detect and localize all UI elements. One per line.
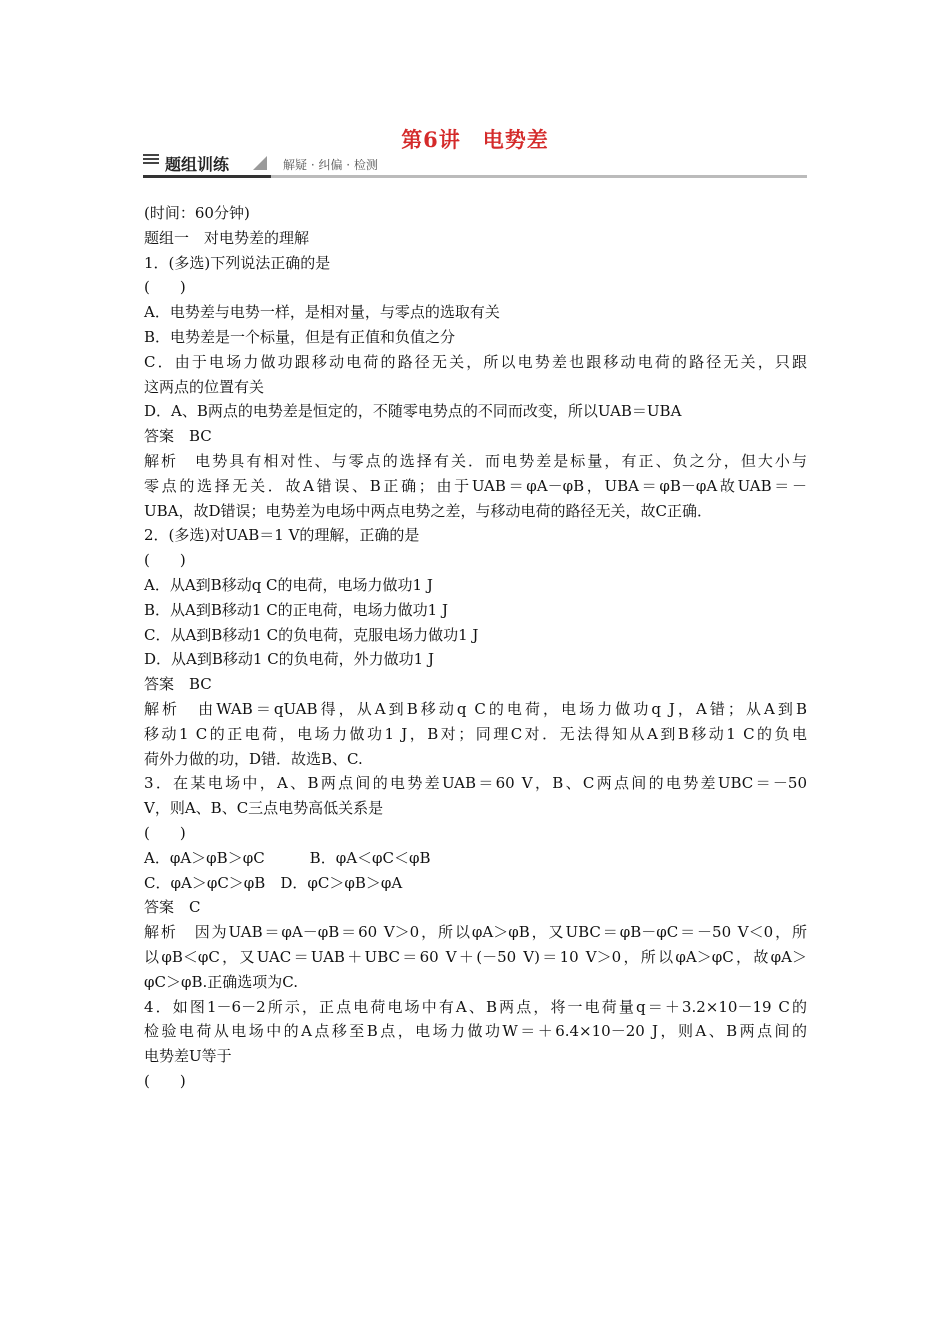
text-line: C．φA＞φC＞φB D．φC＞φB＞φA bbox=[144, 873, 403, 892]
text-line: 零点的选择无关．故A错误、B正确；由于UAB＝φA－φB，UBA＝φB－φA故UAB＝－ bbox=[144, 476, 807, 495]
banner-rule-light bbox=[271, 175, 807, 178]
text-line: 4．如图1－6－2所示，正点电荷电场中有A、B两点，将一电荷量q＝＋3.2×10－19 C的 bbox=[144, 997, 807, 1016]
text-line: ( ) bbox=[144, 278, 186, 297]
text-line: UBA，故D错误；电势差为电场中两点电势之差，与移动电荷的路径无关，故C正确． bbox=[144, 501, 713, 520]
text-line: 以φB＜φC，又UAC＝UAB＋UBC＝60 V＋(－50 V)＝10 V＞0，所以φA＞φC，故φA＞ bbox=[144, 947, 807, 966]
text-line: C．从A到B移动1 C的负电荷，克服电场力做功1 J bbox=[144, 625, 479, 644]
text-line: V，则A、B、C三点电势高低关系是 bbox=[144, 799, 384, 818]
banner-subtitle: 解疑 · 纠偏 · 检测 bbox=[283, 158, 378, 172]
text-line: ( ) bbox=[144, 551, 186, 570]
text-line: B．从A到B移动1 C的正电荷，电场力做功1 J bbox=[144, 600, 448, 619]
text-line: A．φA＞φB＞φC B．φA＜φC＜φB bbox=[144, 848, 431, 867]
text-line: A．从A到B移动q C的电荷，电场力做功1 J bbox=[144, 575, 433, 594]
banner-label: 题组训练 bbox=[165, 155, 230, 174]
text-line: C．由于电场力做功跟移动电荷的路径无关，所以电势差也跟移动电荷的路径无关，只跟 bbox=[144, 352, 807, 371]
text-line: 荷外力做的功，D错．故选B、C. bbox=[144, 749, 363, 768]
text-line: 答案 BC bbox=[144, 427, 212, 446]
text-line: 解析 因为UAB＝φA－φB＝60 V＞0，所以φA＞φB，又UBC＝φB－φC＝－50 V＜0，所 bbox=[144, 923, 807, 942]
text-line: 电势差U等于 bbox=[144, 1047, 232, 1066]
text-line: 1．(多选)下列说法正确的是 bbox=[144, 253, 331, 272]
text-line: 移动1 C的正电荷，电场力做功1 J，B对；同理C对．无法得知从A到B移动1 C的负电 bbox=[144, 724, 807, 743]
document-body bbox=[144, 201, 807, 1094]
text-line: 解析 电势具有相对性、与零点的选择有关．而电势差是标量，有正、负之分，但大小与 bbox=[144, 451, 807, 470]
text-line: 检验电荷从电场中的A点移至B点，电场力做功W＝＋6.4×10－20 J，则A、B两点间的 bbox=[144, 1022, 807, 1041]
text-line: 3．在某电场中，A、B两点间的电势差UAB＝60 V，B、C两点间的电势差UBC＝－50 bbox=[144, 774, 807, 793]
triangle-icon bbox=[253, 156, 267, 170]
text-line: 答案 BC bbox=[144, 675, 212, 694]
text-line: (时间：60分钟) bbox=[144, 204, 250, 222]
text-line: ( ) bbox=[144, 823, 186, 842]
page-title: 第6讲 电势差 bbox=[401, 127, 549, 152]
text-line: 2．(多选)对UAB＝1 V的理解，正确的是 bbox=[144, 526, 420, 545]
text-line: φC＞φB.正确选项为C. bbox=[144, 972, 298, 991]
text-line: D．A、B两点的电势差是恒定的，不随零电势点的不同而改变，所以UAB＝UBA bbox=[144, 402, 682, 421]
section-banner bbox=[143, 152, 807, 178]
text-line: 题组一 对电势差的理解 bbox=[144, 228, 310, 247]
text-line: D．从A到B移动1 C的负电荷，外力做功1 J bbox=[144, 650, 434, 669]
text-line: 解析 由WAB＝qUAB得，从A到B移动q C的电荷，电场力做功q J，A错；从A到B bbox=[144, 699, 807, 718]
text-line: ( ) bbox=[144, 1071, 186, 1090]
stripes-icon bbox=[143, 154, 159, 168]
text-line: 这两点的位置有关 bbox=[144, 377, 265, 396]
text-line: B．电势差是一个标量，但是有正值和负值之分 bbox=[144, 327, 456, 346]
text-line: A．电势差与电势一样，是相对量，与零点的选取有关 bbox=[144, 303, 500, 322]
text-line: 答案 C bbox=[144, 898, 201, 917]
